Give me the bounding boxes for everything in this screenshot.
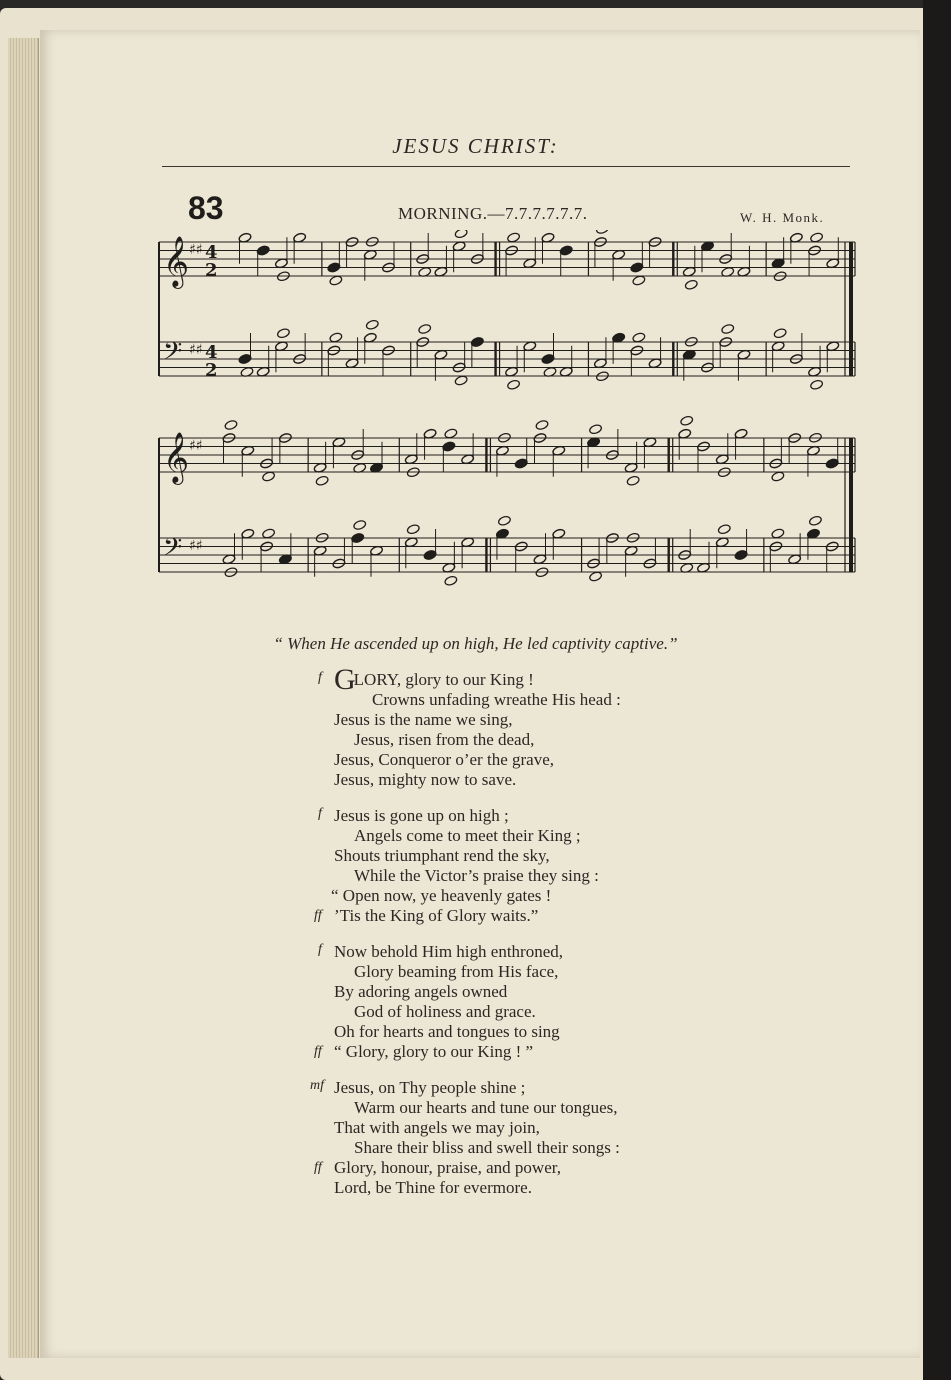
- note-head: [351, 532, 365, 543]
- note-head: [773, 328, 787, 339]
- time-signature-top: 4: [205, 242, 218, 263]
- epigraph: “ When He ascended up on high, He led captivity captive.”: [273, 634, 678, 653]
- note-head: [262, 471, 276, 482]
- time-signature-bottom: 2: [205, 260, 218, 281]
- note-head: [632, 275, 646, 286]
- verse-line: That with angels we may join,: [334, 1118, 540, 1137]
- note-head: [632, 332, 646, 343]
- note-head: [589, 571, 603, 582]
- verse-line: Jesus is the name we sing,: [334, 710, 513, 729]
- verse-line: “ Glory, glory to our King ! ”: [334, 1042, 534, 1061]
- note-head: [507, 379, 521, 390]
- verse-line: While the Victor’s praise they sing :: [354, 866, 599, 885]
- note-head: [507, 232, 521, 243]
- note-head: [329, 332, 343, 343]
- composer: W. H. Monk.: [740, 210, 825, 225]
- running-head: JESUS CHRIST:: [392, 134, 559, 158]
- treble-clef-icon: 𝄞: [163, 236, 190, 287]
- note-head: [444, 575, 458, 586]
- note-head: [589, 424, 603, 435]
- note-head: [224, 419, 238, 430]
- note-head: [423, 549, 437, 560]
- note-head: [810, 379, 824, 390]
- verse-line: Oh for hearts and tongues to sing: [334, 1022, 560, 1041]
- dynamic-mark: f: [318, 670, 322, 685]
- note-head: [238, 353, 252, 364]
- dynamic-mark: ff: [314, 1044, 322, 1059]
- note-head: [541, 353, 555, 364]
- key-signature: ♯♯: [189, 242, 203, 258]
- note-head: [276, 328, 290, 339]
- book-cover-edge: [923, 0, 951, 1380]
- tune-name: MORNING.—7.7.7.7.7.7.: [398, 204, 588, 223]
- head-rule: [162, 166, 850, 167]
- drop-cap: G: [334, 663, 356, 696]
- key-signature: ♯♯: [189, 342, 203, 358]
- treble-clef-icon: 𝄞: [163, 432, 190, 483]
- verse-line: ’Tis the King of Glory waits.”: [334, 906, 539, 925]
- note-head: [808, 515, 822, 526]
- time-signature-bottom: 2: [205, 360, 218, 381]
- note-head: [771, 471, 785, 482]
- dynamic-mark: f: [318, 942, 322, 957]
- note-head: [418, 323, 432, 334]
- music-score: [155, 230, 865, 610]
- note-head: [771, 528, 785, 539]
- page-edges: [8, 38, 39, 1358]
- note-head: [327, 262, 341, 273]
- key-signature: ♯♯: [189, 438, 203, 454]
- bass-clef-icon: 𝄢: [163, 337, 183, 372]
- verse-line: Share their bliss and swell their songs :: [354, 1138, 620, 1157]
- note-head: [684, 279, 698, 290]
- verse-line: Glory beaming from His face,: [354, 962, 559, 981]
- note-head: [630, 262, 644, 273]
- verse-line: “ Open now, ye heavenly gates !: [331, 886, 552, 905]
- note-head: [442, 441, 456, 452]
- note-head: [514, 458, 528, 469]
- verse-line: Now behold Him high enthroned,: [334, 942, 563, 961]
- time-signature-top: 4: [205, 342, 218, 363]
- note-head: [734, 549, 748, 560]
- note-head: [262, 528, 276, 539]
- verse-line: Glory, honour, praise, and power,: [334, 1158, 561, 1177]
- verse-line: God of holiness and grace.: [354, 1002, 536, 1021]
- dynamic-mark: ff: [314, 1160, 322, 1175]
- note-head: [680, 415, 694, 426]
- dynamic-mark: ff: [314, 908, 322, 923]
- note-head: [497, 515, 511, 526]
- score-systems: [159, 230, 855, 586]
- note-head: [454, 375, 468, 386]
- note-head: [406, 524, 420, 535]
- note-head: [825, 458, 839, 469]
- note-head: [535, 419, 549, 430]
- verse-line-rest: LORY, glory to our King !: [353, 670, 534, 689]
- note-head: [595, 230, 609, 235]
- dynamic-mark: f: [318, 806, 322, 821]
- verse-line: Crowns unfading wreathe His head :: [372, 690, 621, 709]
- note-head: [365, 319, 379, 330]
- verse-line: Jesus, mighty now to save.: [334, 770, 517, 789]
- verse-line: Warm our hearts and tune our tongues,: [354, 1098, 618, 1117]
- note-head: [470, 336, 484, 347]
- note-head: [721, 323, 735, 334]
- verse-line: Jesus, Conqueror o’er the grave,: [334, 750, 554, 769]
- note-head: [717, 524, 731, 535]
- note-head: [626, 475, 640, 486]
- key-signature: ♯♯: [189, 538, 203, 554]
- note-head: [444, 428, 458, 439]
- verse-line: Shouts triumphant rend the sky,: [334, 846, 550, 865]
- verse-line: By adoring angels owned: [334, 982, 508, 1001]
- note-head: [454, 230, 468, 239]
- note-head: [810, 232, 824, 243]
- bass-clef-icon: 𝄢: [163, 533, 183, 568]
- verse-line: Jesus, on Thy people shine ;: [334, 1078, 526, 1097]
- note-head: [353, 519, 367, 530]
- dynamic-mark: mf: [310, 1078, 324, 1093]
- note-head: [559, 245, 573, 256]
- verse-line: Angels come to meet their King ;: [354, 826, 581, 845]
- verse-line: Lord, be Thine for evermore.: [334, 1178, 532, 1197]
- note-head: [256, 245, 270, 256]
- verse-line: Jesus, risen from the dead,: [354, 730, 535, 749]
- note-head: [329, 275, 343, 286]
- verse-line: [334, 663, 534, 696]
- verse-line: Jesus is gone up on high ;: [334, 806, 509, 825]
- hymn-number: 83: [188, 190, 224, 226]
- note-head: [315, 475, 329, 486]
